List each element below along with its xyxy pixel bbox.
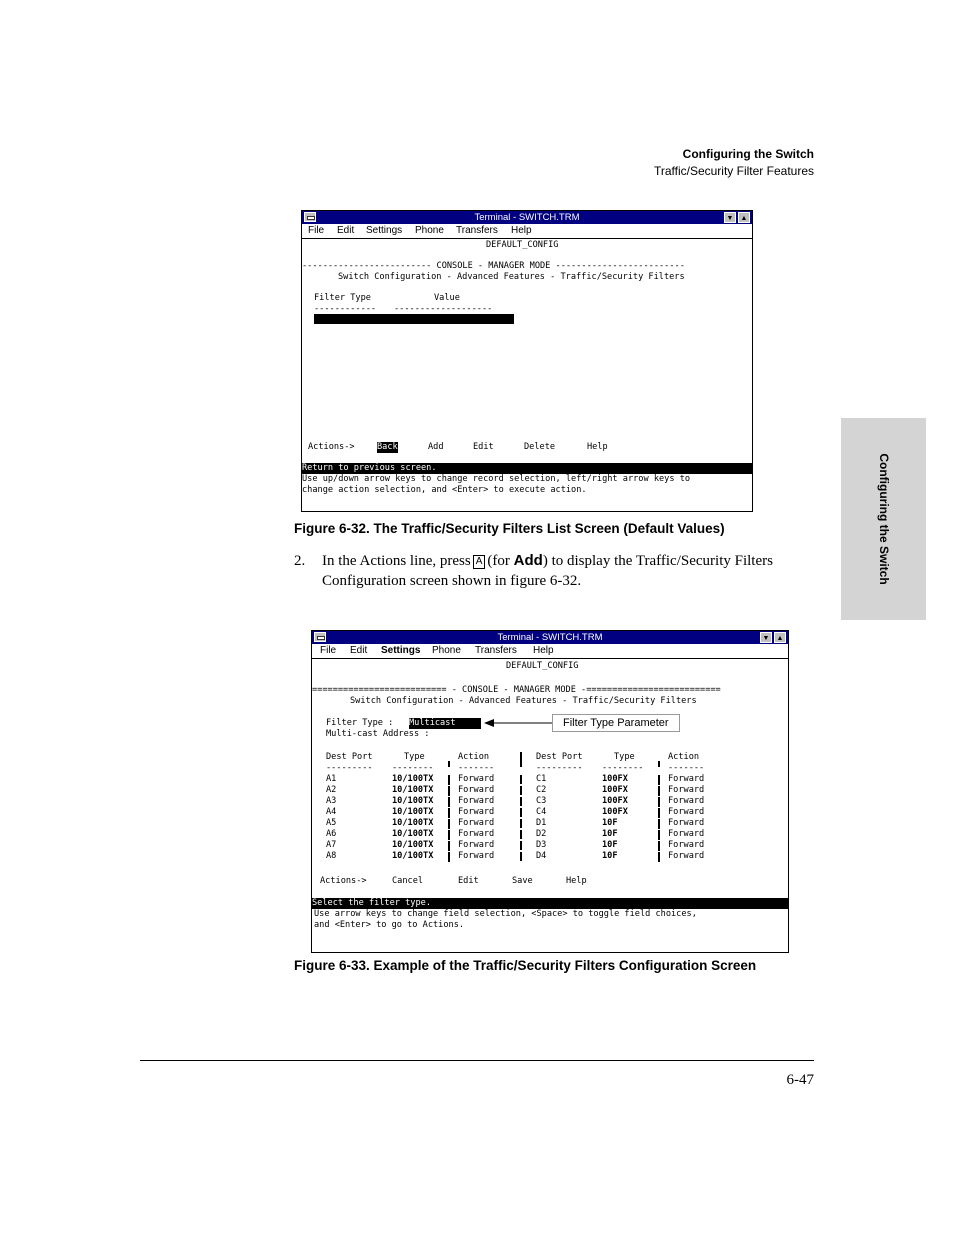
menu-file[interactable]: File bbox=[320, 645, 337, 656]
config-name: DEFAULT_CONFIG bbox=[506, 661, 579, 671]
terminal-window-list-screen bbox=[301, 210, 753, 512]
separator-right-header bbox=[658, 761, 660, 767]
step-text-for: (for bbox=[487, 553, 510, 569]
dash-action-right: ------- bbox=[668, 763, 705, 773]
col-value: Value bbox=[434, 293, 460, 303]
help-line-2: and <Enter> to go to Actions. bbox=[314, 920, 465, 930]
col-action-left: Action bbox=[458, 752, 490, 762]
mode-line: ------------------------- CONSOLE - MANAGER MODE ------------------------- bbox=[302, 261, 685, 271]
footer-rule bbox=[140, 1060, 814, 1061]
selected-row-highlight[interactable] bbox=[314, 314, 514, 324]
step-number: 2. bbox=[294, 553, 306, 569]
running-header-title: Configuring the Switch bbox=[682, 147, 814, 161]
add-label: Add bbox=[513, 552, 543, 569]
col-action-right: Action bbox=[668, 752, 700, 762]
figure-caption-6-32: Figure 6-32. The Traffic/Security Filters List Screen (Default Values) bbox=[294, 521, 725, 536]
action-back[interactable]: Back bbox=[377, 442, 398, 452]
key-a-icon: A bbox=[473, 555, 486, 569]
action-edit[interactable]: Edit bbox=[473, 442, 494, 452]
system-menu-icon[interactable] bbox=[314, 632, 326, 642]
status-line: Return to previous screen. bbox=[302, 463, 752, 474]
dash-dest-port-right: --------- bbox=[536, 763, 583, 773]
separator-left-header bbox=[448, 761, 450, 767]
dash-action-left: ------- bbox=[458, 763, 495, 773]
action-help[interactable]: Help bbox=[587, 442, 608, 452]
action-help[interactable]: Help bbox=[566, 876, 587, 886]
menu-file[interactable]: File bbox=[308, 225, 325, 236]
dash-type-right: -------- bbox=[602, 763, 644, 773]
col-dest-port-right: Dest Port bbox=[536, 752, 583, 762]
menu-bar bbox=[302, 224, 752, 239]
minimize-icon[interactable]: ▼ bbox=[724, 212, 736, 223]
col-filter-type: Filter Type bbox=[314, 293, 371, 303]
menu-help[interactable]: Help bbox=[511, 225, 532, 236]
window-title: Terminal - SWITCH.TRM bbox=[497, 632, 603, 643]
menu-transfers[interactable]: Transfers bbox=[475, 645, 517, 656]
filter-type-callout: Filter Type Parameter bbox=[552, 714, 680, 732]
col-type-right: Type bbox=[614, 752, 635, 762]
step-text-after: ) to display the Traffic/Security Filters bbox=[542, 553, 773, 569]
menu-help[interactable]: Help bbox=[533, 645, 554, 656]
filter-type-label: Filter Type : bbox=[326, 718, 394, 728]
menu-phone[interactable]: Phone bbox=[415, 225, 444, 236]
step-text-line-2: Configuration screen shown in figure 6-32. bbox=[322, 573, 582, 589]
menu-edit[interactable]: Edit bbox=[337, 225, 355, 236]
screen-title: Switch Configuration - Advanced Features - Traffic/Security Filters bbox=[338, 272, 685, 282]
maximize-icon[interactable]: ▲ bbox=[774, 632, 786, 643]
terminal-window-config-screen: Terminal - SWITCH.TRM ▼ ▲ File Edit Settings Phone Transfers Help DEFAULT_CONFIG ========================== - CONSOLE - MANAGER MODE -========================== Switch Configuration - Advanced Features - Traffic/Security Filters Filter Type : Multicast Multi-cast Address : Dest Port Type Action Dest Port Type Action --------- -------- ------- --------- -------- ------- A1 10/100TX Forward A2 10/100TX Forward A3 10/100TX Forward A4 10/100TX Forward A5 10/100TX Forward A6 10/100TX Forward A7 10/100TX Forward A8 10/100TX Forward C1 100FX Forward C2 100FX Forward C3 100FX Forward C4 100FX Forward D1 10F Forward D2 10F Forward D3 10F Forward D4 10F Forward Actions-> Cancel Edit Save Help Select the filter type. Use arrow keys to change field selection, <Space> to toggle field choices, and <Enter> to go to Actions. bbox=[311, 630, 789, 953]
page-number: 6-47 bbox=[786, 1072, 814, 1088]
help-line-2: change action selection, and <Enter> to execute action. bbox=[302, 485, 587, 495]
system-menu-icon[interactable] bbox=[304, 212, 316, 222]
help-line-1: Use arrow keys to change field selection, <Space> to toggle field choices, bbox=[314, 909, 697, 919]
window-title: Terminal - SWITCH.TRM bbox=[474, 212, 580, 223]
menu-edit[interactable]: Edit bbox=[350, 645, 368, 656]
step-text-before: In the Actions line, press bbox=[322, 553, 471, 569]
separator-middle-rows bbox=[520, 775, 522, 862]
chapter-side-tab bbox=[841, 418, 926, 620]
filter-type-field[interactable]: Multicast bbox=[409, 718, 481, 729]
title-bar bbox=[312, 631, 788, 644]
help-line-1: Use up/down arrow keys to change record selection, left/right arrow keys to bbox=[302, 474, 691, 484]
action-save[interactable]: Save bbox=[512, 876, 533, 886]
running-header-subtitle: Traffic/Security Filter Features bbox=[653, 164, 814, 178]
menu-phone[interactable]: Phone bbox=[432, 645, 461, 656]
title-bar bbox=[302, 211, 752, 224]
maximize-icon[interactable]: ▲ bbox=[738, 212, 750, 223]
menu-bar bbox=[312, 644, 788, 659]
separator-middle-header bbox=[520, 752, 522, 767]
col-type-left: Type bbox=[404, 752, 425, 762]
step-text-line-1 bbox=[322, 551, 773, 571]
minimize-icon[interactable]: ▼ bbox=[760, 632, 772, 643]
figure-caption-6-33: Figure 6-33. Example of the Traffic/Security Filters Configuration Screen bbox=[294, 958, 757, 973]
menu-settings[interactable]: Settings bbox=[366, 225, 403, 236]
action-cancel[interactable]: Cancel bbox=[392, 876, 424, 886]
action-add[interactable]: Add bbox=[428, 442, 444, 452]
menu-transfers[interactable]: Transfers bbox=[456, 225, 498, 236]
action-edit[interactable]: Edit bbox=[458, 876, 479, 886]
mode-line: ========================== - CONSOLE - MANAGER MODE -========================== bbox=[312, 685, 721, 695]
config-name: DEFAULT_CONFIG bbox=[486, 240, 559, 250]
side-tab-label: Configuring the Switch bbox=[876, 453, 891, 585]
actions-label: Actions-> bbox=[320, 876, 367, 886]
status-line: Select the filter type. bbox=[312, 898, 788, 909]
dash-dest-port-left: --------- bbox=[326, 763, 373, 773]
multicast-address-label: Multi-cast Address : bbox=[326, 729, 430, 739]
col-value-dashes: ------------------- bbox=[394, 304, 493, 314]
menu-settings[interactable]: Settings bbox=[381, 645, 421, 656]
screen-title: Switch Configuration - Advanced Features - Traffic/Security Filters bbox=[350, 696, 697, 706]
dash-type-left: -------- bbox=[392, 763, 434, 773]
callout-arrow-icon bbox=[484, 717, 554, 729]
action-delete[interactable]: Delete bbox=[524, 442, 556, 452]
actions-label: Actions-> bbox=[308, 442, 355, 452]
col-dest-port-left: Dest Port bbox=[326, 752, 373, 762]
col-filter-type-dashes: ------------ bbox=[314, 304, 377, 314]
